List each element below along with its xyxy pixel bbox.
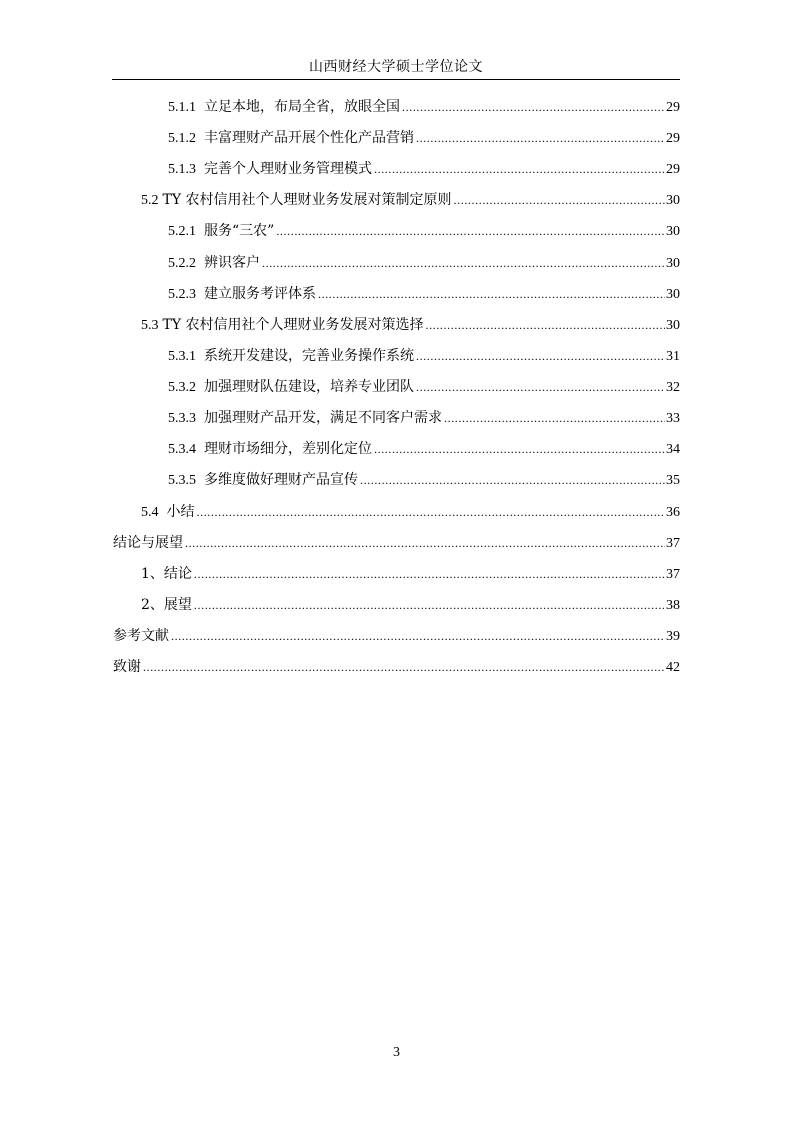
toc-leader-dots bbox=[171, 626, 665, 646]
toc-entry-page: 30 bbox=[666, 318, 680, 333]
toc-entry-page: 30 bbox=[666, 224, 680, 239]
toc-leader-dots bbox=[197, 502, 666, 522]
header-rule bbox=[112, 79, 680, 80]
toc-entry[interactable] bbox=[113, 657, 680, 677]
toc-entry-label bbox=[168, 470, 358, 491]
toc-entry-title: 2、展望 bbox=[141, 597, 192, 613]
toc-leader-dots bbox=[374, 439, 665, 459]
toc-entry-page: 31 bbox=[666, 349, 680, 364]
toc-entry[interactable] bbox=[168, 377, 680, 397]
toc-entry-label bbox=[168, 97, 400, 118]
toc-entry-title: 加强理财产品开发，满足不同客户需求 bbox=[204, 410, 442, 426]
toc-entry-page: 36 bbox=[666, 505, 680, 520]
toc-entry-number: 5.3 bbox=[141, 318, 159, 333]
toc-leader-dots bbox=[402, 97, 665, 117]
toc-entry-page: 29 bbox=[666, 100, 680, 115]
toc-entry-title: 1、结论 bbox=[141, 566, 192, 582]
toc-entry-title: 建立服务考评体系 bbox=[204, 286, 316, 302]
toc-entry-number: 5.2 bbox=[141, 193, 159, 208]
toc-entry-title: 加强理财队伍建设，培养专业团队 bbox=[204, 379, 414, 395]
toc-entry-page: 35 bbox=[666, 473, 680, 488]
toc-entry[interactable] bbox=[168, 97, 680, 117]
toc-entry[interactable] bbox=[168, 128, 680, 148]
toc-leader-dots bbox=[185, 533, 665, 553]
toc-entry[interactable] bbox=[113, 533, 680, 553]
toc-entry-label bbox=[168, 128, 414, 149]
toc-entry-number: 5.1.1 bbox=[168, 100, 196, 115]
toc-entry-title: 参考文献 bbox=[113, 628, 169, 644]
toc-entry-page: 37 bbox=[666, 536, 680, 551]
toc-entry-number: 5.3.1 bbox=[168, 349, 196, 364]
toc-entry[interactable] bbox=[141, 315, 680, 335]
toc-entry-page: 30 bbox=[666, 287, 680, 302]
toc-entry-page: 42 bbox=[666, 660, 680, 675]
toc-entry-title: TY 农村信用社个人理财业务发展对策制定原则 bbox=[162, 192, 452, 208]
toc-entry-number: 5.3.4 bbox=[168, 442, 196, 457]
toc-leader-dots bbox=[416, 346, 665, 366]
toc-entry-title: 丰富理财产品开展个性化产品营销 bbox=[204, 130, 414, 146]
toc-entry-title: 立足本地，布局全省，放眼全国 bbox=[204, 99, 400, 115]
toc-entry[interactable] bbox=[141, 502, 680, 522]
toc-entry-number: 5.2.2 bbox=[168, 256, 196, 271]
toc-entry-page: 38 bbox=[666, 598, 680, 613]
toc-entry-number: 5.2.3 bbox=[168, 287, 196, 302]
toc-entry-label bbox=[168, 221, 274, 242]
toc-entry-label bbox=[168, 346, 414, 367]
toc-leader-dots bbox=[194, 595, 665, 615]
toc-entry-label bbox=[168, 159, 372, 180]
toc-leader-dots bbox=[360, 470, 665, 490]
toc-leader-dots bbox=[454, 190, 665, 210]
toc-entry-number: 5.3.2 bbox=[168, 380, 196, 395]
toc-entry-title: 结论与展望 bbox=[113, 535, 183, 551]
toc-entry-page: 37 bbox=[666, 567, 680, 582]
toc-entry-page: 34 bbox=[666, 442, 680, 457]
toc-entry[interactable] bbox=[168, 470, 680, 490]
toc-entry[interactable] bbox=[141, 190, 680, 210]
toc-entry-label bbox=[168, 439, 372, 460]
toc-entry-label bbox=[168, 253, 260, 274]
toc-leader-dots bbox=[416, 377, 665, 397]
page-number: 3 bbox=[393, 1045, 400, 1060]
toc-leader-dots bbox=[318, 284, 665, 304]
toc-entry[interactable] bbox=[168, 159, 680, 179]
toc-entry-page: 29 bbox=[666, 131, 680, 146]
toc-entry-title: 小结 bbox=[166, 504, 195, 520]
toc-entry[interactable] bbox=[168, 408, 680, 428]
toc-entry-title: 多维度做好理财产品宣传 bbox=[204, 472, 358, 488]
toc-entry-number: 5.3.3 bbox=[168, 411, 196, 426]
toc-entry-page: 39 bbox=[666, 629, 680, 644]
toc-entry[interactable] bbox=[141, 564, 680, 584]
toc-entry[interactable] bbox=[168, 439, 680, 459]
toc-entry[interactable] bbox=[113, 626, 680, 646]
toc-leader-dots bbox=[143, 657, 665, 677]
toc-entry-number: 5.3.5 bbox=[168, 473, 196, 488]
toc-leader-dots bbox=[426, 315, 665, 335]
toc-entry-page: 30 bbox=[666, 193, 680, 208]
toc-entry-page: 32 bbox=[666, 380, 680, 395]
page-header-title: 山西财经大学硕士学位论文 bbox=[309, 59, 483, 75]
toc-entry[interactable] bbox=[168, 284, 680, 304]
toc-entry-page: 29 bbox=[666, 162, 680, 177]
toc-leader-dots bbox=[374, 159, 665, 179]
toc-entry-label bbox=[141, 502, 195, 523]
toc-leader-dots bbox=[416, 128, 665, 148]
toc-leader-dots bbox=[194, 564, 665, 584]
toc-entry-number: 5.1.3 bbox=[168, 162, 196, 177]
toc-entry-label bbox=[168, 284, 316, 305]
toc-entry-title: 服务“三农” bbox=[204, 223, 275, 239]
toc-entry[interactable] bbox=[168, 221, 680, 241]
toc-entry[interactable] bbox=[141, 595, 680, 615]
toc-entry-title: TY 农村信用社个人理财业务发展对策选择 bbox=[162, 317, 424, 333]
toc-entry-page: 33 bbox=[666, 411, 680, 426]
toc-leader-dots bbox=[276, 221, 665, 241]
toc-entry-title: 辨识客户 bbox=[204, 255, 260, 271]
toc-entry-number: 5.4 bbox=[141, 505, 159, 520]
toc-entry-title: 理财市场细分，差别化定位 bbox=[204, 441, 372, 457]
toc-leader-dots bbox=[444, 408, 665, 428]
toc-entry-page: 30 bbox=[666, 256, 680, 271]
toc-entry[interactable] bbox=[168, 346, 680, 366]
toc-entry-title: 完善个人理财业务管理模式 bbox=[204, 161, 372, 177]
toc-leader-dots bbox=[262, 253, 665, 273]
toc-entry[interactable] bbox=[168, 253, 680, 273]
toc-entry-number: 5.2.1 bbox=[168, 224, 196, 239]
toc-entry-label bbox=[141, 315, 424, 336]
toc-entry-label bbox=[141, 190, 452, 211]
toc-entry-number: 5.1.2 bbox=[168, 131, 196, 146]
toc-entry-title: 系统开发建设，完善业务操作系统 bbox=[204, 348, 414, 364]
toc-entry-title: 致谢 bbox=[113, 659, 141, 675]
toc-entry-label bbox=[168, 377, 414, 398]
toc-entry-label bbox=[168, 408, 442, 429]
